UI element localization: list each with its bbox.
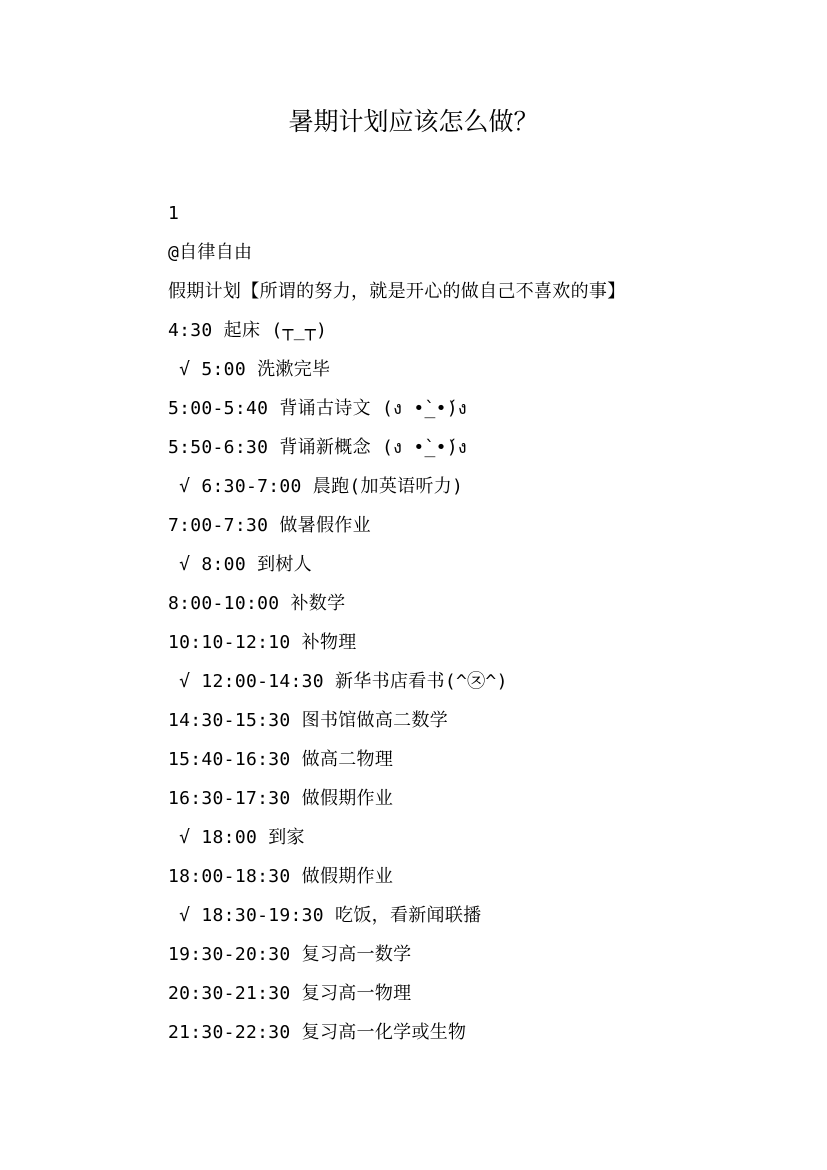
schedule-line: 4:30 起床 (┬_┬) bbox=[168, 320, 328, 341]
plan-heading-line: 假期计划【所谓的努力，就是开心的做自己不喜欢的事】 bbox=[168, 281, 626, 302]
schedule-line: 5:00-5:40 背诵古诗文 (ง •̀_•́)ง bbox=[168, 398, 468, 419]
schedule-line: 5:50-6:30 背诵新概念 (ง •̀_•́)ง bbox=[168, 437, 468, 458]
schedule-line: 10:10-12:10 补物理 bbox=[168, 632, 357, 653]
schedule-line: 20:30-21:30 复习高一物理 bbox=[168, 983, 412, 1004]
schedule-line: √ 12:00-14:30 新华书店看书(^㉨^) bbox=[168, 671, 508, 692]
schedule-line: √ 5:00 洗漱完毕 bbox=[168, 359, 331, 380]
schedule-line: 16:30-17:30 做假期作业 bbox=[168, 788, 394, 809]
schedule-line: 7:00-7:30 做暑假作业 bbox=[168, 515, 371, 536]
schedule-line: 18:00-18:30 做假期作业 bbox=[168, 866, 394, 887]
plan-text-block bbox=[168, 194, 788, 1052]
schedule-line: 14:30-15:30 图书馆做高二数学 bbox=[168, 710, 449, 731]
schedule-line: 19:30-20:30 复习高一数学 bbox=[168, 944, 412, 965]
schedule-line: √ 18:30-19:30 吃饭，看新闻联播 bbox=[168, 905, 482, 926]
schedule-line: √ 18:00 到家 bbox=[168, 827, 305, 848]
schedule-line: 15:40-16:30 做高二物理 bbox=[168, 749, 394, 770]
document-title: 暑期计划应该怎么做？ bbox=[288, 107, 539, 136]
schedule-line: √ 8:00 到树人 bbox=[168, 554, 312, 575]
page-number-line: 1 bbox=[168, 203, 180, 224]
schedule-line: 21:30-22:30 复习高一化学或生物 bbox=[168, 1022, 467, 1043]
author-line: @自律自由 bbox=[168, 242, 253, 263]
schedule-line: √ 6:30-7:00 晨跑(加英语听力) bbox=[168, 476, 464, 497]
schedule-line: 8:00-10:00 补数学 bbox=[168, 593, 346, 614]
